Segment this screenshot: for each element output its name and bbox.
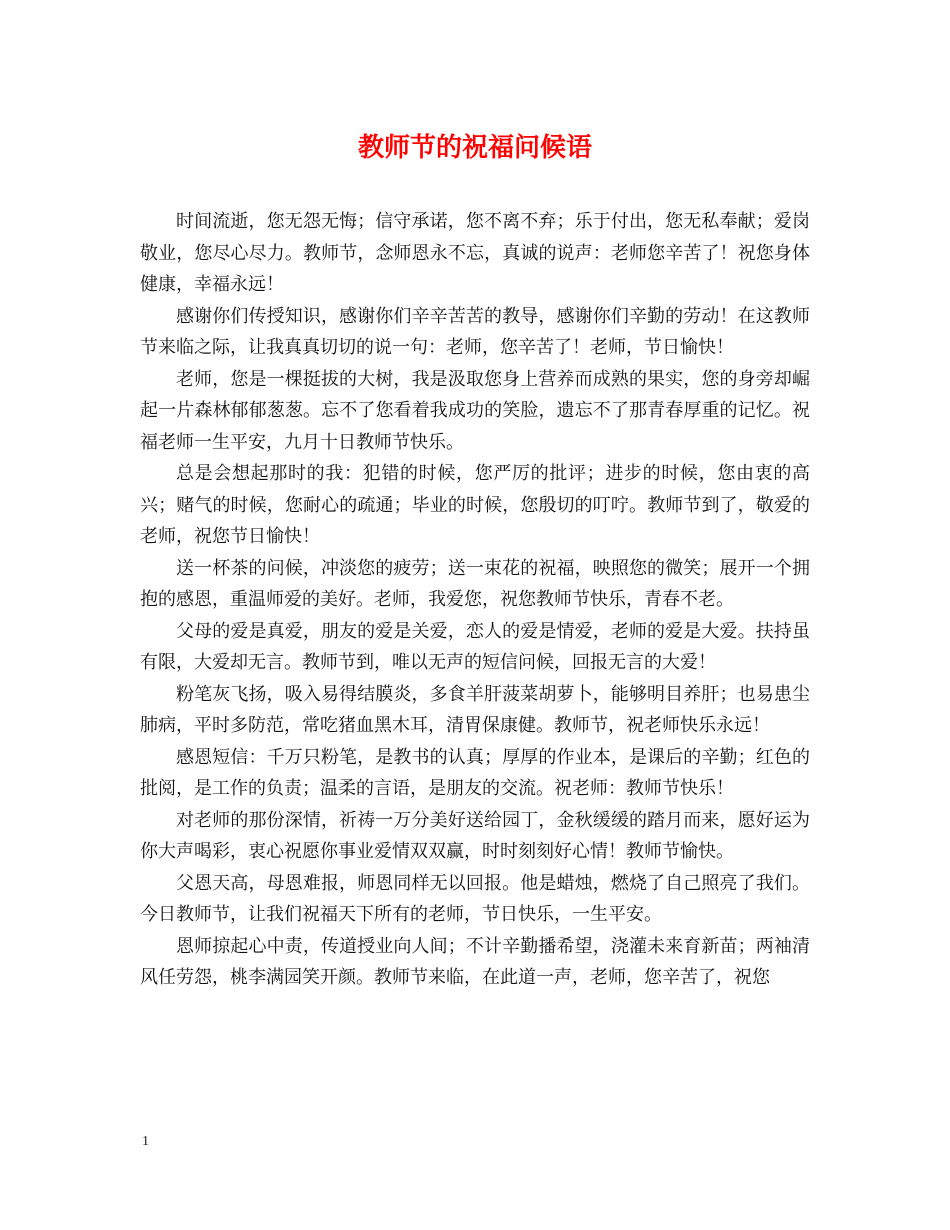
paragraph: 粉笔灰飞扬，吸入易得结膜炎，多食羊肝菠菜胡萝卜，能够明目养肝；也易患尘肺病，平时多防范，常吃猪血黑木耳，清胃保康健。教师节，祝老师快乐永远！ <box>140 683 810 736</box>
document-body <box>140 206 810 994</box>
paragraph: 送一杯茶的问候，冲淡您的疲劳；送一束花的祝福，映照您的微笑；展开一个拥抱的感恩，重温师爱的美好。老师，我爱您，祝您教师节快乐，青春不老。 <box>140 557 810 610</box>
paragraph: 父母的爱是真爱，朋友的爱是关爱，恋人的爱是情爱，老师的爱是大爱。扶持虽有限，大爱却无言。教师节到，唯以无声的短信问候，回报无言的大爱！ <box>140 620 810 673</box>
paragraph: 父恩天高，母恩难报，师恩同样无以回报。他是蜡烛，燃烧了自己照亮了我们。今日教师节，让我们祝福天下所有的老师，节日快乐，一生平安。 <box>140 872 810 925</box>
paragraph: 感恩短信：千万只粉笔，是教书的认真；厚厚的作业本，是课后的辛勤；红色的批阅，是工作的负责；温柔的言语，是朋友的交流。祝老师：教师节快乐！ <box>140 746 810 799</box>
paragraph: 感谢你们传授知识，感谢你们辛辛苦苦的教导，感谢你们辛勤的劳动！在这教师节来临之际，让我真真切切的说一句：老师，您辛苦了！老师，节日愉快！ <box>140 305 810 358</box>
paragraph: 总是会想起那时的我：犯错的时候，您严厉的批评；进步的时候，您由衷的高兴；赌气的时候，您耐心的疏通；毕业的时候，您殷切的叮咛。教师节到了，敬爱的老师，祝您节日愉快！ <box>140 463 810 547</box>
paragraph: 恩师掠起心中责，传道授业向人间；不计辛勤播希望，浇灌未来育新苗；两袖清风任劳怨，桃李满园笑开颜。教师节来临，在此道一声，老师，您辛苦了，祝您 <box>140 935 810 988</box>
paragraph: 时间流逝，您无怨无悔；信守承诺，您不离不弃；乐于付出，您无私奉献；爱岗敬业，您尽心尽力。教师节，念师恩永不忘，真诚的说声：老师您辛苦了！祝您身体健康，幸福永远！ <box>140 211 810 295</box>
paragraph: 对老师的那份深情，祈祷一万分美好送给园丁，金秋缓缓的踏月而来，愿好运为你大声喝彩，衷心祝愿你事业爱情双双赢，时时刻刻好心情！教师节愉快。 <box>140 809 810 862</box>
document-title: 教师节的祝福问候语 <box>357 133 592 163</box>
page-number: 1 <box>142 1134 149 1149</box>
paragraph: 老师，您是一棵挺拔的大树，我是汲取您身上营养而成熟的果实，您的身旁却崛起一片森林郁郁葱葱。忘不了您看着我成功的笑脸，遗忘不了那青春厚重的记忆。祝福老师一生平安，九月十日教师节快乐。 <box>140 368 810 453</box>
